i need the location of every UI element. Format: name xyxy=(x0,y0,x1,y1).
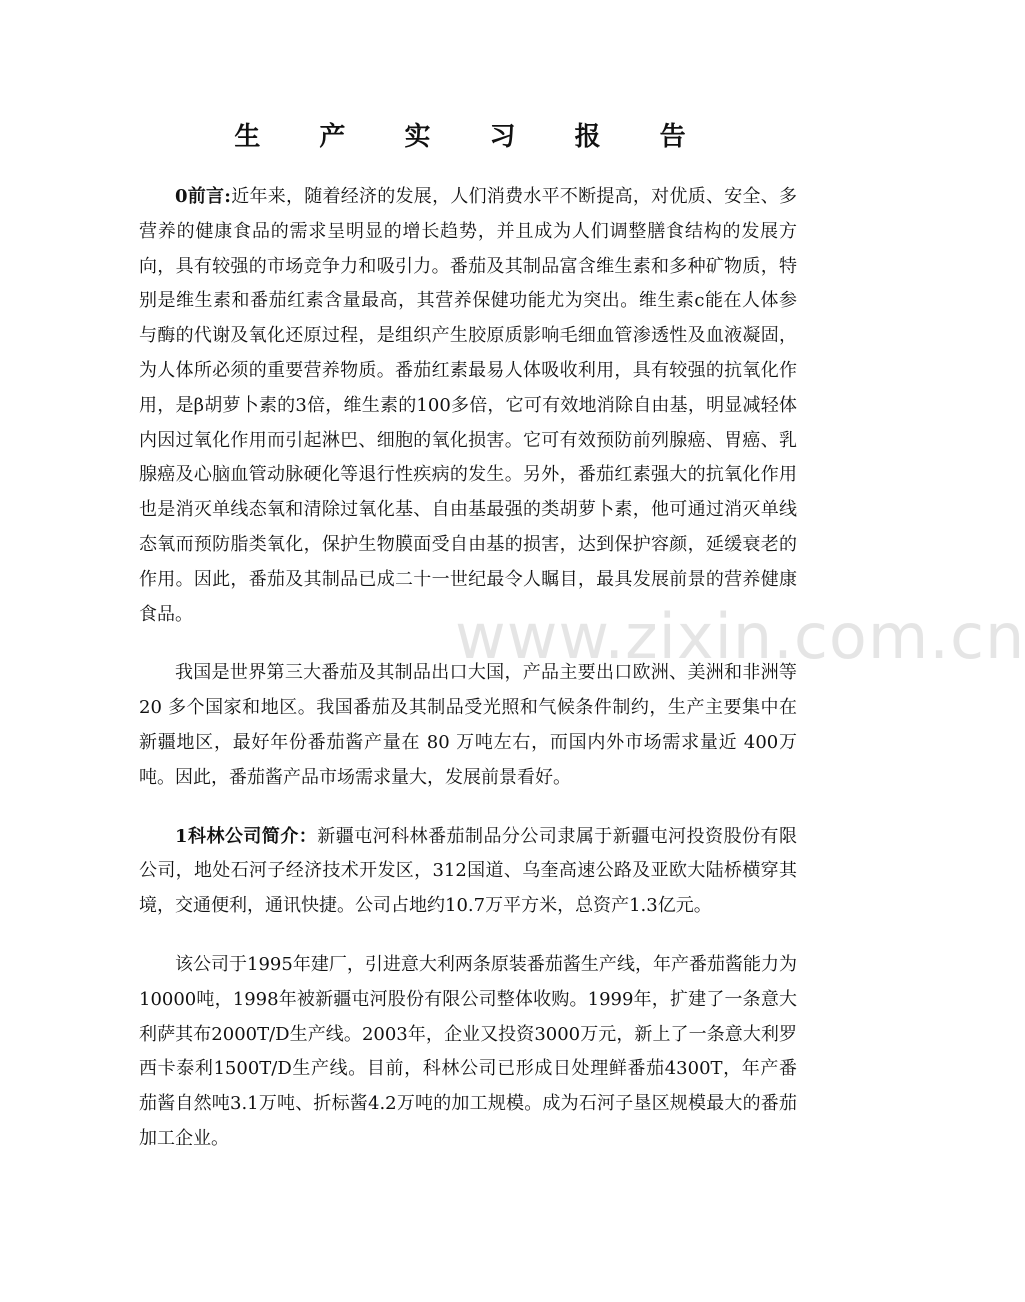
paragraph-company-intro xyxy=(139,820,797,924)
paragraph-heading: 0前言: xyxy=(175,186,231,207)
document-body xyxy=(139,180,797,1157)
paragraph-preface xyxy=(139,180,797,632)
document-title: 生 产 实 习 报 告 xyxy=(234,122,711,152)
paragraph-text: 我国是世界第三大番茄及其制品出口大国，产品主要出口欧洲、美洲和非洲等 20 多个国家和地区。我国番茄及其制品受光照和气候条件制约，生产主要集中在新疆地区，最好年份番茄酱产量在 80 万吨左右，而国内外市场需求量近 400万吨。因此，番茄酱产品市场需求量大，发展前景看好。 xyxy=(139,662,797,788)
paragraph-company-history xyxy=(139,948,797,1157)
paragraph-text: 新疆屯河科林番茄制品分公司隶属于新疆屯河投资股份有限公司，地处石河子经济技术开发区，312国道、乌奎高速公路及亚欧大陆桥横穿其境，交通便利，通讯快捷。公司占地约10.7万平方米，总资产1.3亿元。 xyxy=(139,825,797,917)
paragraph-text: 该公司于1995年建厂，引进意大利两条原装番茄酱生产线，年产番茄酱能力为10000吨，1998年被新疆屯河股份有限公司整体收购。1999年，扩建了一条意大利萨其布2000T/D生产线。2003年，企业又投资3000万元，新上了一条意大利罗西卡泰利1500T/D生产线。目前，科林公司已形成日处理鲜番茄4300T，年产番茄酱自然吨3.1万吨、折标酱4.2万吨的加工规模。成为石河子垦区规模最大的番茄加工企业。 xyxy=(139,953,797,1149)
paragraph-text: 近年来，随着经济的发展，人们消费水平不断提高，对优质、安全、多营养的健康食品的需求呈明显的增长趋势，并且成为人们调整膳食结构的发展方向，具有较强的市场竞争力和吸引力。番茄及其制品富含维生素和多种矿物质，特别是维生素和番茄红素含量最高，其营养保健功能尤为突出。维生素c能在人体参与酶的代谢及氧化还原过程，是组织产生胶原质影响毛细血管渗透性及血液凝固，为人体所必须的重要营养物质。番茄红素最易人体吸收利用，具有较强的抗氧化作用，是β胡萝卜素的3倍，维生素的100多倍，它可有效地消除自由基，明显减轻体内因过氧化作用而引起淋巴、细胞的氧化损害。它可有效预防前列腺癌、胃癌、乳腺癌及心脑血管动脉硬化等退行性疾病的发生。另外，番茄红素强大的抗氧化作用也是消灭单线态氧和清除过氧化基、自由基最强的类胡萝卜素，他可通过消灭单线态氧而预防脂类氧化，保护生物膜面受自由基的损害，达到保护容颜，延缓衰老的作用。因此，番茄及其制品已成二十一世纪最令人瞩目，最具发展前景的营养健康食品。 xyxy=(139,186,797,625)
paragraph-heading: 1科林公司简介： xyxy=(175,825,318,847)
watermark: www.zixin.com.cn xyxy=(455,600,1025,673)
paragraph-market xyxy=(139,656,797,795)
